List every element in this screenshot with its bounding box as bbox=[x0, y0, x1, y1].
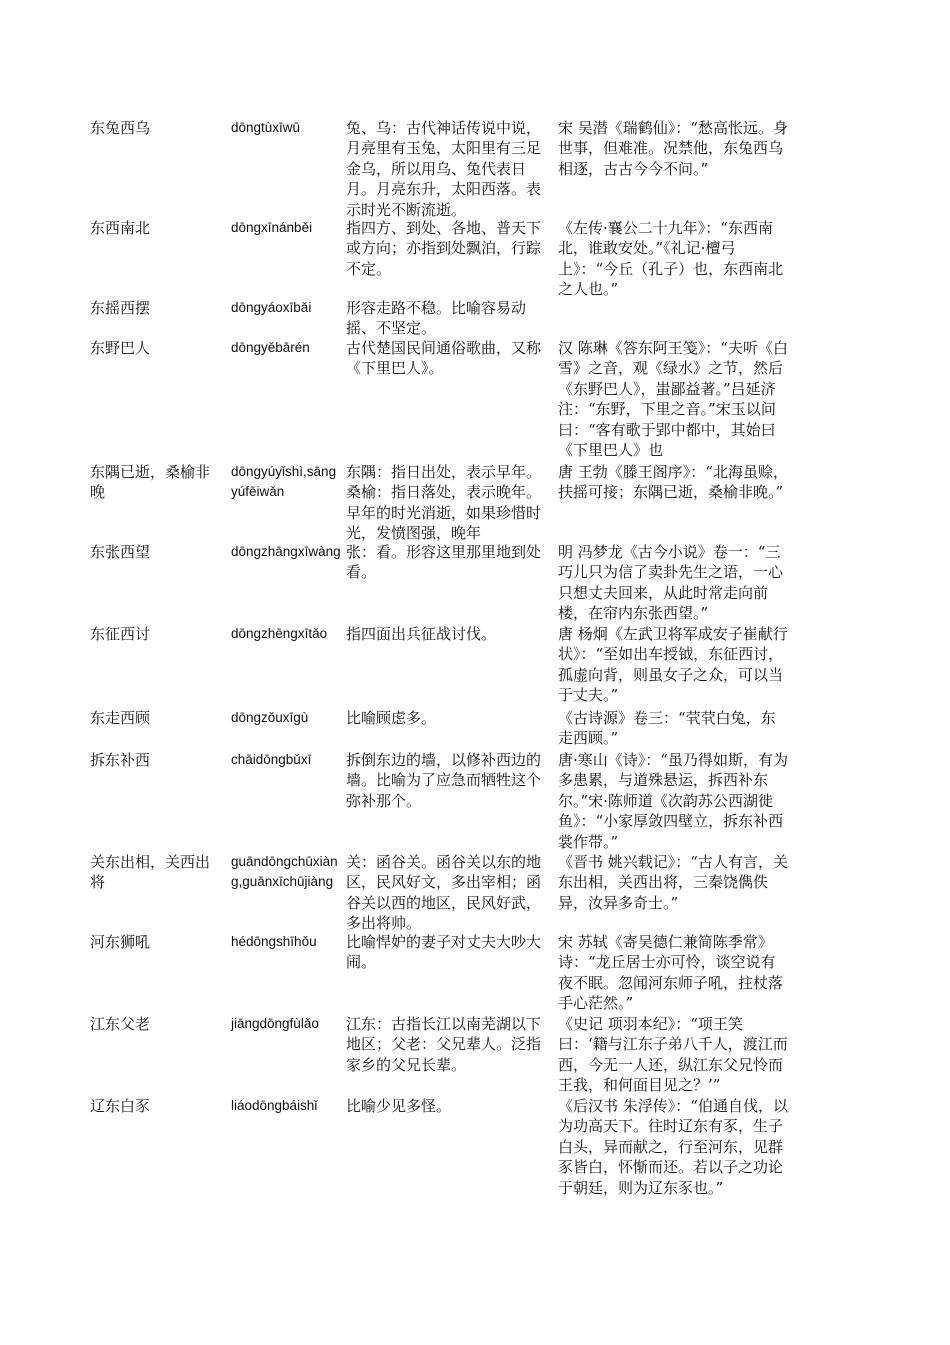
meaning-cell: 形容走路不稳。比喻容易动摇、不坚定。 bbox=[346, 299, 527, 338]
meaning-cell: 张：看。形容这里那里地到处看。 bbox=[346, 543, 542, 582]
source-cell: 《史记 项羽本纪》：“项王笑曰：‘籍与江东子弟八千人，渡江而西，今无一人还，纵江东父兄怜而王我，和何面目见之？’” bbox=[558, 1015, 788, 1095]
pinyin-cell: dōngxīnánběi bbox=[231, 220, 313, 235]
meaning-cell: 拆倒东边的墙，以修补西边的墙。比喻为了应急而牺牲这个弥补那个。 bbox=[346, 751, 542, 810]
meaning-cell: 指四面出兵征战讨伐。 bbox=[346, 625, 497, 643]
pinyin-cell: dōngyúyǐshì,sāngyúfēiwǎn bbox=[231, 464, 337, 500]
idiom-cell: 东征西讨 bbox=[90, 625, 151, 643]
meaning-cell: 古代楚国民间通俗歌曲，又称《下里巴人》。 bbox=[346, 339, 542, 378]
idiom-cell: 东野巴人 bbox=[90, 339, 151, 357]
pinyin-cell: dōngzǒuxīgù bbox=[231, 710, 309, 725]
meaning-cell: 指四方、到处、各地、普天下或方向；亦指到处飘泊，行踪不定。 bbox=[346, 219, 542, 278]
meaning-cell: 东隅：指日出处，表示早年。桑榆：指日落处，表示晚年。早年的时光消逝，如果珍惜时光，发愤图强，晚年 bbox=[346, 463, 542, 543]
pinyin-cell: dōngzhēngxītǎo bbox=[231, 626, 328, 641]
source-cell: 《古诗源》卷三：“茕茕白兔，东走西顾。” bbox=[558, 709, 776, 748]
idiom-cell: 东走西顾 bbox=[90, 709, 151, 727]
idiom-cell: 拆东补西 bbox=[90, 751, 151, 769]
idiom-cell: 东西南北 bbox=[90, 219, 151, 237]
meaning-cell: 江东：古指长江以南芜湖以下地区；父老：父兄辈人。泛指家乡的父兄长辈。 bbox=[346, 1015, 542, 1074]
source-cell: 《后汉书 朱浮传》：“伯通自伐，以为功高天下。往时辽东有豕，生子白头，异而献之，行至河东，见群豕皆白，怀惭而还。若以子之功论于朝廷，则为辽东豕也。” bbox=[558, 1097, 788, 1197]
source-cell: 宋 吴潜《瑞鹤仙》：“愁高怅远。身世事，但难准。况禁他，东兔西乌相逐，古古今今不问。” bbox=[558, 119, 788, 178]
meaning-cell: 比喻少见多怪。 bbox=[346, 1097, 452, 1115]
pinyin-cell: dōngyáoxībǎi bbox=[231, 300, 312, 315]
idiom-cell: 关东出相，关西出将 bbox=[90, 853, 211, 892]
source-cell: 《左传·襄公二十九年》：“东西南北，谁敢安处。”《礼记·檀弓上》：“今丘（孔子）也，东西南北之人也。” bbox=[558, 219, 784, 299]
source-cell: 唐 杨炯《左武卫将军成安子崔献行状》：“至如出车授钺，东征西讨，孤虚向背，则虽女子之众，可以当于丈夫。” bbox=[558, 625, 788, 705]
pinyin-cell: hédōngshīhǒu bbox=[231, 934, 317, 949]
idiom-cell: 东兔西乌 bbox=[90, 119, 151, 137]
source-cell: 唐 王勃《滕王阁序》：“北海虽赊，扶摇可接；东隅已逝，桑榆非晚。” bbox=[558, 463, 788, 502]
pinyin-cell: chāidōngbǔxī bbox=[231, 752, 312, 767]
idiom-cell: 辽东白豕 bbox=[90, 1097, 151, 1115]
pinyin-cell: liáodōngbáishǐ bbox=[231, 1098, 318, 1113]
pinyin-cell: dōngtùxīwū bbox=[231, 120, 301, 135]
pinyin-cell: dōngzhāngxīwàng bbox=[231, 544, 341, 559]
source-cell: 唐·寒山《诗》：“虽乃得如斯，有为多患累，与道殊悬运，拆西补东尔。”宋·陈师道《次韵苏公西湖徙鱼》：“小家厚敛四壁立，拆东补西裳作带。” bbox=[558, 751, 788, 851]
idiom-cell: 东摇西摆 bbox=[90, 299, 151, 317]
idiom-cell: 东隅已逝，桑榆非晚 bbox=[90, 463, 211, 502]
pinyin-cell: guāndōngchūxiàng,guānxīchūjiàng bbox=[231, 854, 338, 890]
source-cell: 《晋书 姚兴载记》：“古人有言，关东出相，关西出将，三秦饶儁佚异，汝异多奇士。” bbox=[558, 853, 788, 912]
idiom-cell: 河东狮吼 bbox=[90, 933, 151, 951]
source-cell: 宋 苏轼《寄吴德仁兼简陈季常》诗：“龙丘居士亦可怜，谈空说有夜不眠。忽闻河东师子吼，拄杖落手心茫然。” bbox=[558, 933, 784, 1013]
idiom-cell: 东张西望 bbox=[90, 543, 151, 561]
meaning-cell: 比喻顾虑多。 bbox=[346, 709, 437, 727]
meaning-cell: 比喻悍妒的妻子对丈夫大吵大闹。 bbox=[346, 933, 542, 972]
meaning-cell: 兔、乌：古代神话传说中说，月亮里有玉兔，太阳里有三足金乌，所以用乌、兔代表日月。月亮东升，太阳西落。表示时光不断流逝。 bbox=[346, 119, 542, 219]
source-cell: 明 冯梦龙《古今小说》卷一：“三巧儿只为信了卖卦先生之语，一心只想丈夫回来，从此时常走向前楼，在帘内东张西望。” bbox=[558, 543, 784, 623]
source-cell: 汉 陈琳《答东阿王笺》：“夫听《白雪》之音，观《绿水》之节，然后《东野巴人》，蚩鄙益著。”吕延济注：“东野，下里之音。”宋玉以问曰：“客有歌于郢中都中，其始曰《下里巴人》也 bbox=[558, 339, 788, 460]
meaning-cell: 关：函谷关。函谷关以东的地区，民风好文，多出宰相；函谷关以西的地区，民风好武，多出将帅。 bbox=[346, 853, 542, 933]
pinyin-cell: jiāngdōngfùlǎo bbox=[231, 1016, 319, 1031]
idiom-cell: 江东父老 bbox=[90, 1015, 151, 1033]
pinyin-cell: dōngyěbārén bbox=[231, 340, 310, 355]
